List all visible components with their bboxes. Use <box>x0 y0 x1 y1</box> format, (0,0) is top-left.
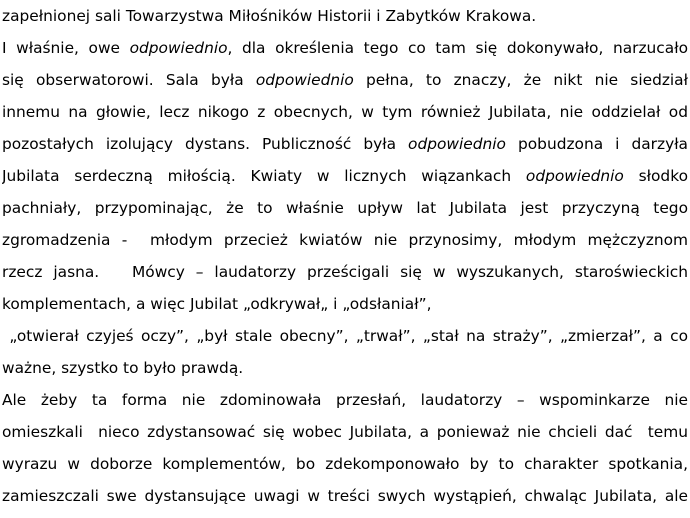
text-run: pozostałych izolujący dystans. Publiczność była <box>2 135 409 153</box>
text-run: słodko <box>623 167 688 185</box>
italic-word: odpowiednio <box>525 167 624 185</box>
text-run: omieszkali nieco zdystansować się wobec Jubilata, a ponieważ nie chcieli dać temu <box>2 423 688 441</box>
text-run: I właśnie, owe <box>2 39 130 57</box>
text-run: innemu na głowie, lecz nikogo z obecnych, w tym również Jubilata, nie oddzielał od <box>2 103 688 121</box>
text-line <box>2 481 688 512</box>
document-page <box>2 0 688 518</box>
text-run: zapełnionej sali Towarzystwa Miłośników Historii i Zabytków Krakowa. <box>2 7 537 25</box>
text-run: , dla określenia tego co tam się dokonywało, narzucało <box>227 39 688 57</box>
text-line <box>2 289 688 320</box>
italic-word: odpowiednio <box>129 39 228 57</box>
text-run: pachniały, przypominając, że to właśnie upływ lat Jubilata jest przyczyną tego <box>2 199 688 217</box>
text-line <box>2 129 688 160</box>
text-line <box>2 33 688 64</box>
text-line <box>2 257 688 288</box>
italic-word: odpowiednio <box>408 135 506 153</box>
text-line <box>2 193 688 224</box>
text-line <box>2 321 688 352</box>
text-line <box>2 161 688 192</box>
text-line <box>2 97 688 128</box>
text-run: pobudzona i darzyła <box>505 135 688 153</box>
text-line <box>2 225 688 256</box>
text-line <box>2 353 688 384</box>
text-run: „otwierał czyjeś oczy”, „był stale obecny”, „trwał”, „stał na straży”, „zmierzał”, a co <box>2 327 688 345</box>
text-line <box>2 65 688 96</box>
text-run: rzecz jasna. Mówcy – laudatorzy prześcigali się w wyszukanych, staroświeckich <box>2 263 688 281</box>
text-line <box>2 417 688 448</box>
text-line <box>2 385 688 416</box>
italic-word: odpowiednio <box>255 71 354 89</box>
text-run: komplementach, a więc Jubilat „odkrywał„ i „odsłaniał”, <box>2 295 432 313</box>
text-run: się obserwatorowi. Sala była <box>2 71 256 89</box>
text-run: Jubilata serdeczną miłością. Kwiaty w licznych wiązankach <box>2 167 526 185</box>
text-run: zamieszczali swe dystansujące uwagi w treści swych wystąpień, chwaląc Jubilata, ale <box>2 487 688 505</box>
text-line <box>2 449 688 480</box>
text-run: Ale żeby ta forma nie zdominowała przesłań, laudatorzy – wspominkarze nie <box>2 391 688 409</box>
text-run: ważne, szystko to było prawdą. <box>2 359 244 377</box>
text-run: zgromadzenia - młodym przecież kwiatów nie przynosimy, młodym mężczyznom <box>2 231 688 249</box>
text-run: pełna, to znaczy, że nikt nie siedział <box>353 71 688 89</box>
text-line <box>2 1 688 32</box>
text-run: wyrazu w doborze komplementów, bo zdekomponowało by to charakter spotkania, <box>2 455 688 473</box>
